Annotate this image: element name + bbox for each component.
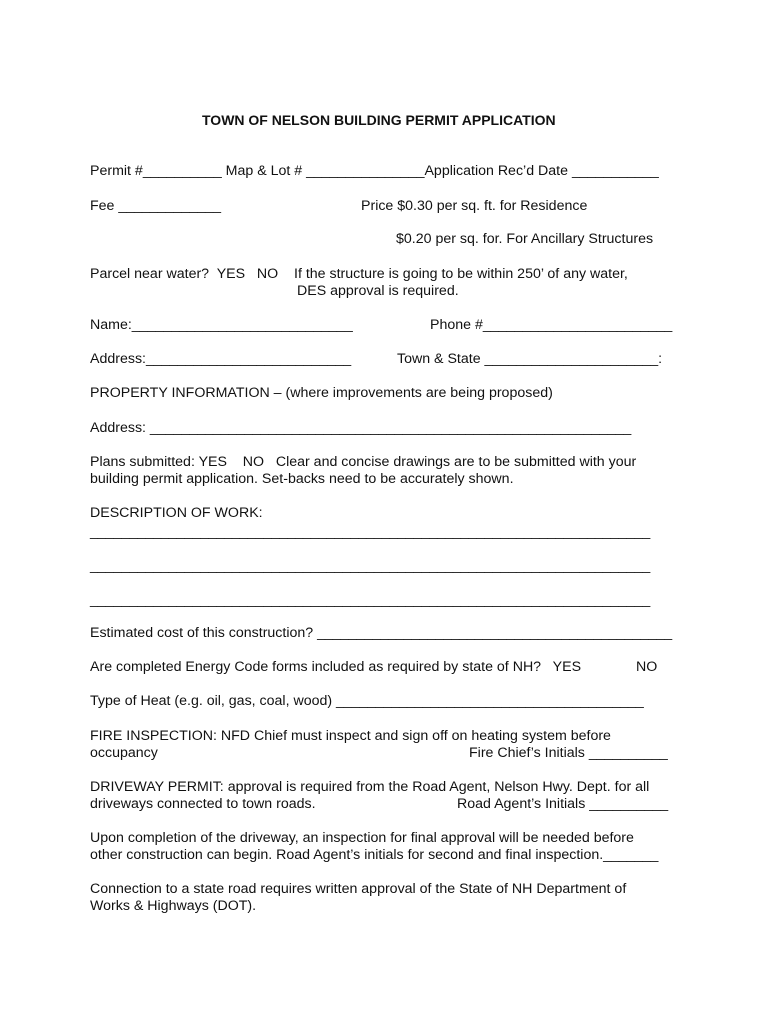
driveway-permit-line-2: driveways connected to town roads. <box>90 796 316 812</box>
price-residence: Price $0.30 per sq. ft. for Residence <box>361 198 588 214</box>
price-ancillary: $0.20 per sq. for. For Ancillary Structures <box>396 231 654 247</box>
driveway-completion-line-1: Upon completion of the driveway, an inspection for final approval will be needed before <box>90 830 634 846</box>
name-field: Name:____________________________ <box>90 317 353 333</box>
estimated-cost-field: Estimated cost of this construction? _____________________________________________ <box>90 625 673 641</box>
permit-map-date-line: Permit #__________ Map & Lot # _______________Application Rec’d Date ___________ <box>90 163 659 179</box>
plans-submitted-line-1: Plans submitted: YES NO Clear and concise drawings are to be submitted with your <box>90 454 637 470</box>
page-title: TOWN OF NELSON BUILDING PERMIT APPLICATION <box>202 112 556 128</box>
type-of-heat-field: Type of Heat (e.g. oil, gas, coal, wood) _______________________________________ <box>90 693 644 709</box>
description-line: _______________________________________________________________________ <box>90 558 651 574</box>
description-of-work-heading: DESCRIPTION OF WORK: <box>90 505 263 521</box>
fee-line: Fee _____________ <box>90 198 221 214</box>
driveway-permit-line-1: DRIVEWAY PERMIT: approval is required from the Road Agent, Nelson Hwy. Dept. for all <box>90 779 650 795</box>
description-line: _______________________________________________________________________ <box>90 524 651 540</box>
driveway-completion-line-2: other construction can begin. Road Agent’s initials for second and final inspection._______ <box>90 847 659 863</box>
property-information-heading: PROPERTY INFORMATION – (where improvements are being proposed) <box>90 385 553 401</box>
parcel-water-note-1: If the structure is going to be within 250’ of any water, <box>294 266 628 282</box>
property-address-field: Address: _____________________________________________________________ <box>90 420 632 436</box>
plans-submitted-line-2: building permit application. Set-backs need to be accurately shown. <box>90 471 514 487</box>
parcel-water-note-2: DES approval is required. <box>297 283 459 299</box>
fire-chief-initials: Fire Chief’s Initials __________ <box>469 745 668 761</box>
road-agent-initials: Road Agent’s Initials __________ <box>457 796 669 812</box>
fire-inspection-line-2: occupancy <box>90 745 158 761</box>
address-field: Address:__________________________ <box>90 351 352 367</box>
fire-inspection-line-1: FIRE INSPECTION: NFD Chief must inspect and sign off on heating system before <box>90 728 611 744</box>
town-state-field: Town & State ______________________: <box>397 351 663 367</box>
state-road-line-2: Works & Highways (DOT). <box>90 898 257 914</box>
description-line: _______________________________________________________________________ <box>90 592 651 608</box>
parcel-water-question: Parcel near water? YES NO <box>90 266 279 282</box>
energy-code-no: NO <box>636 659 658 675</box>
phone-field: Phone #________________________ <box>430 317 673 333</box>
state-road-line-1: Connection to a state road requires written approval of the State of NH Department of <box>90 881 627 897</box>
energy-code-question: Are completed Energy Code forms included as required by state of NH? YES <box>90 659 582 675</box>
